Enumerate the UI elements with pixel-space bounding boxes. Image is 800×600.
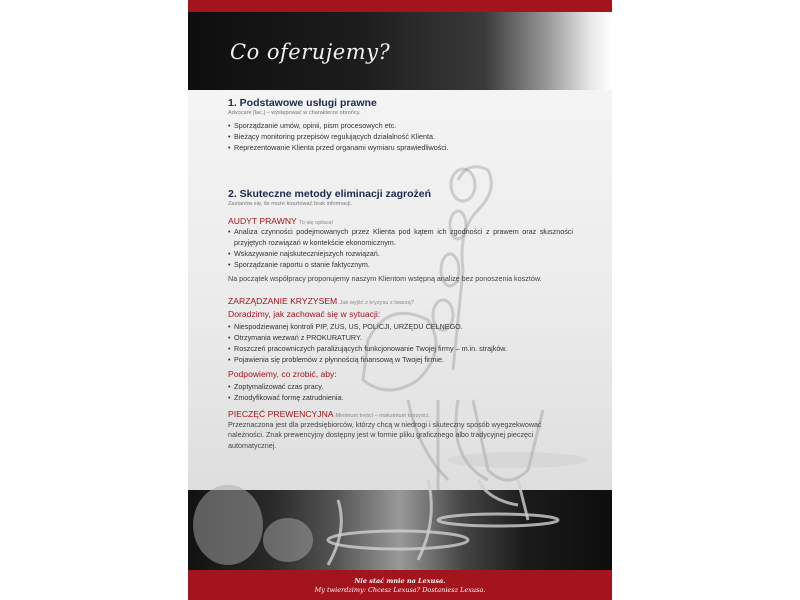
section1-list	[228, 120, 573, 153]
list-item: • Sporządzanie raportu o stanie faktycznym.	[228, 259, 573, 270]
crisis-note: Jak wyjść z kryzysu z twarzą?	[339, 299, 414, 306]
list-item: • Roszczeń pracowniczych paraliżujących funkcjonowanie Twojej firmy – m.in. strajków.	[228, 343, 573, 354]
list-item: • Wskazywanie najskuteczniejszych rozwiązań.	[228, 248, 573, 259]
footer-bar	[188, 570, 612, 600]
suggest-heading: Podpowiemy, co zrobić, aby:	[228, 368, 337, 379]
section1-heading: 1. Podstawowe usługi prawne	[228, 97, 377, 109]
advise-list	[228, 321, 573, 365]
list-item: • Pojawienia się problemów z płynnością finansową w Twojej firmie.	[228, 354, 573, 365]
list-item: • Otrzymania wezwań z PROKURATURY.	[228, 332, 573, 343]
page-title: Co oferujemy?	[230, 40, 391, 64]
seal-heading: PIECZĘĆ PREWENCYJNA	[228, 408, 334, 419]
list-item: • Zoptymalizować czas pracy.	[228, 381, 573, 392]
seal-heading-row	[228, 409, 573, 419]
seal-note: Minimum treści – maksimum korzyści.	[335, 412, 430, 419]
audit-note: To się opłaca!	[299, 220, 334, 226]
suggest-list	[228, 381, 573, 403]
seal-text: Przeznaczona jest dla przedsiębiorców, którzy chcą w niedrogi i skuteczny sposób wyegzekwować należności. Znak prewencyjny dostępny jest w formie pliku graficznego albo tradycyjnej pieczęci automatycznej.	[228, 419, 542, 450]
list-item: • Reprezentowanie Klienta przed organami wymiaru sprawiedliwości.	[228, 142, 573, 153]
list-item: • Sporządzanie umów, opinii, pism procesowych etc.	[228, 120, 573, 131]
audit-heading: AUDYT PRAWNY	[228, 216, 297, 226]
audit-heading-row	[228, 216, 573, 226]
statue-lower-illustration	[188, 480, 612, 570]
brochure-page	[188, 0, 612, 600]
list-item: • Zmodyfikować formę zatrudnienia.	[228, 392, 573, 403]
section2-heading: 2. Skuteczne metody eliminacji zagrożeń	[228, 188, 432, 200]
section2-subtitle: Zastanów się, ile może kosztować brak informacji.	[228, 201, 353, 207]
section1-subtitle: Advocare [łac.] – występować w charakterze obrońcy.	[228, 110, 361, 116]
advise-heading: Doradzimy, jak zachować się w sytuacji:	[228, 308, 381, 319]
audit-list	[228, 226, 573, 270]
footer-slogan: Nie stać mnie na Lexusa.	[354, 577, 446, 585]
list-item: • Niespodziewanej kontroli PIP, ZUS, US, POLICJI, URZĘDU CELNEGO.	[228, 321, 573, 332]
top-red-bar	[188, 0, 612, 12]
audit-footnote: Na początek współpracy proponujemy naszym Klientom wstępną analizę bez ponoszenia kosztów.	[228, 274, 542, 283]
list-item: • Bieżący monitoring przepisów regulujących działalność Klienta.	[228, 131, 573, 142]
list-item: • Analiza czynności podejmowanych przez Klienta pod kątem ich zgodności z prawem oraz słuszności przyjętych rozwiązań w kontekście ekonomicznym.	[228, 226, 573, 248]
footer-tagline: My twierdzimy: Chcesz Lexusa? Dostaniesz Lexusa.	[314, 586, 486, 594]
crisis-heading-row	[228, 296, 573, 306]
crisis-heading: ZARZĄDZANIE KRYZYSEM	[228, 295, 338, 306]
